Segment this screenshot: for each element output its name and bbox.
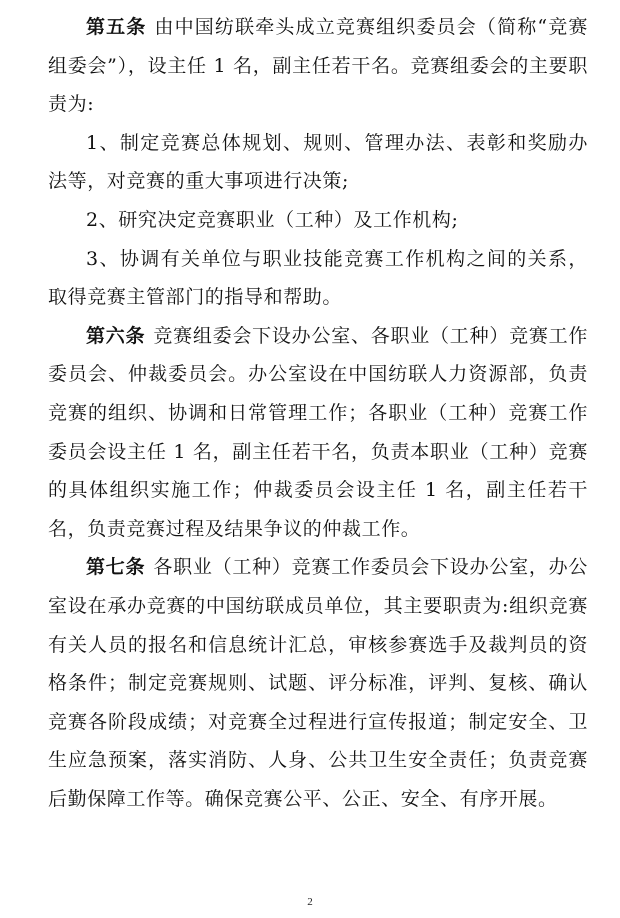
article-5-text: 由中国纺联牵头成立竞赛组织委员会（简称“竞赛组委会”），设主任 1 名，副主任若干名。竞赛组委会的主要职责为: [48, 16, 588, 116]
article-6-text: 竞赛组委会下设办公室、各职业（工种）竞赛工作委员会、仲裁委员会。办公室设在中国纺联人力资源部，负责竞赛的组织、协调和日常管理工作；各职业（工种）竞赛工作委员会设主任 1 名，副主任若干名，负责本职业（工种）竞赛的具体组织实施工作；仲裁委员会设主任 1 名，副主任若干名，负责竞赛过程及结果争议的仲裁工作。 [48, 324, 588, 540]
article-6-paragraph [48, 317, 588, 549]
page-number: 2 [307, 896, 313, 908]
article-7-paragraph [48, 548, 588, 818]
document-page [48, 8, 588, 818]
article-5-paragraph [48, 8, 588, 124]
article-5-item-2: 2、研究决定竞赛职业（工种）及工作机构; [86, 208, 459, 231]
article-5-item-1: 1、制定竞赛总体规划、规则、管理办法、表彰和奖励办法等，对竞赛的重大事项进行决策; [48, 131, 588, 193]
article-7-text: 各职业（工种）竞赛工作委员会下设办公室，办公室设在承办竞赛的中国纺联成员单位，其主要职责为:组织竞赛有关人员的报名和信息统计汇总，审核参赛选手及裁判员的资格条件；制定竞赛规则、试题、评分标准，评判、复核、确认竞赛各阶段成绩；对竞赛全过程进行宣传报道；制定安全、卫生应急预案，落实消防、人身、公共卫生安全责任；负责竞赛后勤保障工作等。确保竞赛公平、公正、安全、有序开展。 [48, 556, 588, 810]
article-5-label: 第五条 [86, 16, 147, 38]
article-7-label: 第七条 [86, 556, 146, 579]
article-6-label: 第六条 [86, 324, 146, 347]
article-5-item-3: 3、协调有关单位与职业技能竞赛工作机构之间的关系，取得竞赛主管部门的指导和帮助。 [48, 247, 588, 309]
